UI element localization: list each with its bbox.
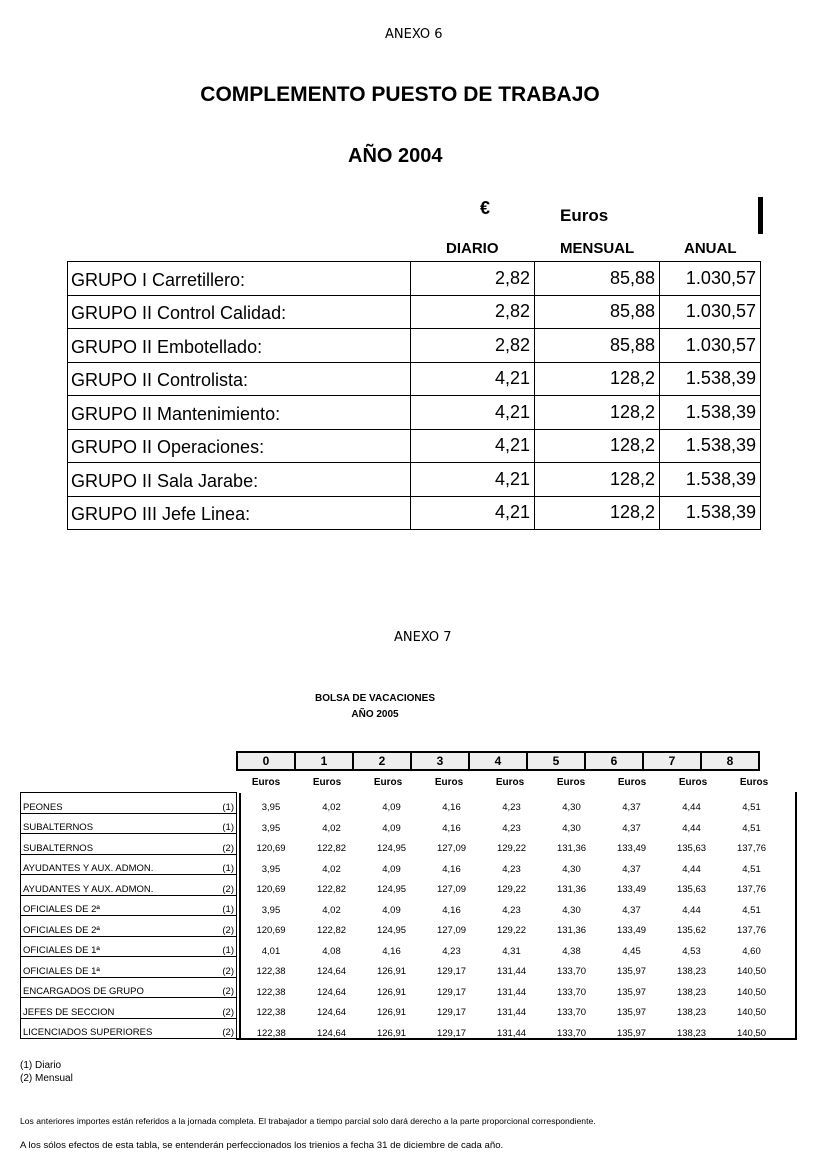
value-cell: 129,22 [496,925,527,936]
category-code: (2) [218,916,237,937]
anexo6-cell-diario: 2,82 [411,295,535,329]
anexo6-cell-mensual: 128,2 [535,463,660,497]
value-cell: 135,97 [616,966,647,977]
value-cell: 4,23 [442,945,461,957]
category-label: AYUDANTES Y AUX. ADMON. [21,875,219,896]
anexo6-cell-diario: 2,82 [411,262,535,296]
anexo6-row [68,362,761,396]
value-cell: 135,97 [616,986,647,998]
value-cell: 4,31 [502,945,521,957]
anexo7-year: AÑO 2005 [351,709,399,720]
note-trienios: A los sólos efectos de esta tabla, se entenderán perfeccionados los trienios a fecha 31 de diciembre de cada año. [20,1140,504,1151]
value-cell: 129,17 [436,1027,467,1039]
value-cell: 4,37 [622,802,641,813]
value-cell: 133,49 [616,925,647,936]
value-cell: 4,37 [622,904,641,916]
anexo6-cell-mensual: 85,88 [535,329,660,363]
anexo7-row [21,916,782,937]
value-cell: 124,95 [376,925,407,936]
unit-label: Euros [251,777,281,788]
unit-label: Euros [617,777,647,788]
value-cell: 133,70 [556,986,587,998]
category-code: (2) [218,875,237,896]
level-header: 3 [411,752,469,770]
anexo6-cell-anual: 1.030,57 [660,329,761,363]
value-cell: 4,51 [742,904,761,916]
value-cell: 4,51 [742,863,761,875]
anexo6-row [68,496,761,530]
anexo6-cell-anual: 1.538,39 [660,496,761,530]
col-diario: DIARIO [446,240,499,257]
level-header: 8 [701,752,759,770]
value-cell: 122,82 [316,884,347,895]
legend-mensual: (2) Mensual [20,1073,73,1084]
category-label: ENCARGADOS DE GRUPO [21,977,219,998]
anexo6-cell-label: GRUPO I Carretillero: [68,262,411,296]
currency-label: Euros [560,206,609,225]
value-cell: 133,70 [556,1007,587,1018]
category-label: OFICIALES DE 1ª [21,936,219,957]
anexo6-row [68,262,761,296]
category-label: SUBALTERNOS [21,813,219,834]
anexo7-row [21,793,782,814]
legend-diario: (1) Diario [20,1060,62,1071]
value-cell: 4,30 [562,863,581,875]
value-cell: 133,70 [556,966,587,977]
value-cell: 131,44 [496,1007,527,1018]
anexo7-row [21,957,782,978]
value-cell: 4,16 [382,945,401,957]
level-header: 0 [237,752,295,770]
value-cell: 126,91 [376,966,407,977]
anexo6-title: COMPLEMENTO PUESTO DE TRABAJO [200,83,600,106]
category-code: (1) [218,813,237,834]
value-cell: 120,69 [256,925,286,936]
anexo6-cell-anual: 1.030,57 [660,262,761,296]
category-code: (1) [218,793,237,814]
anexo6-row [68,295,761,329]
value-cell: 131,44 [496,986,527,998]
anexo6-cell-mensual: 128,2 [535,496,660,530]
value-cell: 4,23 [502,822,521,834]
value-cell: 135,97 [616,1007,647,1018]
value-cell: 4,44 [682,802,701,813]
anexo6-cell-mensual: 85,88 [535,262,660,296]
value-cell: 4,16 [442,802,461,813]
value-cell: 4,44 [682,863,701,875]
value-cell: 124,64 [316,1007,347,1018]
unit-label: Euros [373,777,403,788]
anexo6-cell-anual: 1.538,39 [660,429,761,463]
value-cell: 4,02 [322,802,341,813]
value-cell: 4,02 [322,863,341,875]
anexo6-year: AÑO 2004 [348,145,443,167]
category-code: (1) [218,936,237,957]
value-cell: 140,50 [736,986,767,998]
value-cell: 135,63 [676,843,707,854]
value-cell: 140,50 [736,966,767,977]
value-cell: 140,50 [736,1027,767,1039]
category-code: (2) [218,977,237,998]
value-cell: 4,37 [622,863,641,875]
anexo7-heading: ANEXO 7 [394,630,452,645]
anexo6-table [67,261,761,530]
value-cell: 4,45 [622,945,641,957]
anexo6-cell-label: GRUPO III Jefe Linea: [68,496,411,530]
category-code: (1) [218,854,237,875]
value-cell: 135,97 [616,1027,647,1039]
anexo7-row [21,977,782,998]
value-cell: 4,30 [562,822,581,834]
col-anual: ANUAL [684,240,737,257]
level-header: 6 [585,752,643,770]
value-cell: 4,09 [382,802,401,813]
anexo6-row [68,329,761,363]
value-cell: 4,02 [322,904,341,916]
anexo7-row [21,1018,782,1039]
anexo6-cell-label: GRUPO II Operaciones: [68,429,411,463]
value-cell: 129,17 [436,966,467,977]
value-cell: 122,38 [256,966,286,977]
category-label: OFICIALES DE 1ª [21,957,219,978]
levels-header [236,751,760,771]
value-cell: 4,02 [322,822,341,834]
value-cell: 129,17 [436,986,467,998]
category-label: OFICIALES DE 2ª [21,916,219,937]
value-cell: 120,69 [256,843,286,854]
value-cell: 138,23 [676,966,707,977]
anexo7-row [21,875,782,896]
value-cell: 127,09 [436,925,467,936]
anexo7-row [21,813,782,834]
value-cell: 4,30 [562,904,581,916]
value-cell: 138,23 [676,986,707,998]
level-header: 5 [527,752,585,770]
euro-symbol: € [480,198,491,218]
category-code: (1) [218,895,237,916]
value-cell: 4,44 [682,822,701,834]
level-header: 1 [295,752,353,770]
anexo6-cell-label: GRUPO II Controlista: [68,362,411,396]
value-cell: 122,38 [256,986,286,998]
anexo6-cell-diario: 4,21 [411,463,535,497]
value-cell: 122,82 [316,843,347,854]
anexo6-cell-diario: 2,82 [411,329,535,363]
category-label: OFICIALES DE 2ª [21,895,219,916]
anexo6-cell-anual: 1.538,39 [660,463,761,497]
anexo7-row [21,834,782,855]
value-cell: 127,09 [436,884,467,895]
level-header: 7 [643,752,701,770]
category-label: SUBALTERNOS [21,834,219,855]
anexo6-cell-diario: 4,21 [411,429,535,463]
value-cell: 137,76 [736,884,767,895]
anexo6-cell-mensual: 85,88 [535,295,660,329]
value-cell: 4,23 [502,802,521,813]
anexo6-cell-mensual: 128,2 [535,429,660,463]
anexo7-table [20,792,782,1039]
unit-label: Euros [312,777,342,788]
value-cell: 131,36 [556,884,587,895]
unit-label: Euros [739,777,769,788]
anexo6-heading: ANEXO 6 [385,27,443,42]
value-cell: 4,37 [622,822,641,834]
value-cell: 4,01 [261,945,281,957]
category-code: (2) [218,957,237,978]
anexo7-row [21,936,782,957]
value-cell: 4,16 [442,863,461,875]
value-cell: 138,23 [676,1007,707,1018]
anexo7-row [21,998,782,1019]
anexo6-cell-anual: 1.538,39 [660,362,761,396]
category-code: (2) [218,834,237,855]
value-cell: 124,95 [376,884,407,895]
value-cell: 124,64 [316,986,347,998]
anexo6-row [68,429,761,463]
value-cell: 4,44 [682,904,701,916]
value-cell: 4,51 [742,802,761,813]
value-cell: 4,38 [562,945,581,957]
value-cell: 4,08 [322,945,341,957]
value-cell: 3,95 [261,904,281,916]
value-cell: 131,44 [496,1027,527,1039]
anexo6-cell-diario: 4,21 [411,396,535,430]
value-cell: 131,36 [556,843,587,854]
value-cell: 4,16 [442,822,461,834]
level-header: 4 [469,752,527,770]
level-header: 2 [353,752,411,770]
value-cell: 3,95 [261,863,281,875]
value-cell: 137,76 [736,843,767,854]
value-cell: 140,50 [736,1007,767,1018]
anexo6-cell-diario: 4,21 [411,496,535,530]
value-cell: 120,69 [256,884,286,895]
value-cell: 4,51 [742,822,761,834]
value-cell: 133,70 [556,1027,587,1039]
category-label: PEONES [21,793,219,814]
value-cell: 4,09 [382,822,401,834]
value-cell: 137,76 [736,925,767,936]
value-cell: 122,38 [256,1027,286,1039]
value-cell: 131,36 [556,925,587,936]
category-label: AYUDANTES Y AUX. ADMON. [21,854,219,875]
value-cell: 135,63 [676,884,707,895]
value-cell: 127,09 [436,843,467,854]
anexo7-row [21,854,782,875]
unit-label: Euros [556,777,586,788]
value-cell: 4,09 [382,904,401,916]
value-cell: 133,49 [616,843,647,854]
value-cell: 124,64 [316,1027,347,1039]
value-cell: 126,91 [376,1007,407,1018]
anexo6-cell-label: GRUPO II Mantenimiento: [68,396,411,430]
anexo6-cell-diario: 4,21 [411,362,535,396]
col-mensual: MENSUAL [560,240,635,257]
category-label: JEFES DE SECCION [21,998,219,1019]
note-jornada: Los anteriores importes están referidos a la jornada completa. El trabajador a tiempo parcial solo dará derecho a la parte proporcional correspondiente. [20,1116,596,1126]
unit-label: Euros [495,777,525,788]
anexo6-row [68,396,761,430]
value-cell: 124,95 [376,843,407,854]
anexo6-cell-mensual: 128,2 [535,396,660,430]
value-cell: 4,23 [502,904,521,916]
category-code: (2) [218,998,237,1019]
value-cell: 4,30 [562,802,581,813]
value-cell: 126,91 [376,986,407,998]
category-code: (2) [218,1018,237,1039]
value-cell: 126,91 [376,1027,407,1039]
value-cell: 138,23 [676,1027,707,1039]
value-cell: 4,16 [442,904,461,916]
value-cell: 4,23 [502,863,521,875]
anexo7-row [21,895,782,916]
value-cell: 4,60 [742,945,761,957]
value-cell: 133,49 [616,884,647,895]
anexo6-cell-label: GRUPO II Sala Jarabe: [68,463,411,497]
margin-bar [758,197,763,234]
value-cell: 129,17 [436,1007,467,1018]
value-cell: 3,95 [261,822,281,834]
anexo7-title: BOLSA DE VACACIONES [314,693,435,704]
value-cell: 4,09 [382,863,401,875]
anexo6-cell-label: GRUPO II Embotellado: [68,329,411,363]
unit-label: Euros [678,777,708,788]
anexo6-cell-label: GRUPO II Control Calidad: [68,295,411,329]
value-cell: 135,62 [676,925,707,936]
anexo6-cell-anual: 1.538,39 [660,396,761,430]
value-cell: 4,53 [682,945,701,957]
value-cell: 131,44 [496,966,527,977]
anexo6-cell-mensual: 128,2 [535,362,660,396]
value-cell: 129,22 [496,884,527,895]
category-label: LICENCIADOS SUPERIORES [21,1018,219,1039]
value-cell: 129,22 [496,843,527,854]
value-cell: 122,38 [256,1007,286,1018]
value-cell: 124,64 [316,966,347,977]
value-cell: 3,95 [261,802,281,813]
value-cell: 122,82 [316,925,347,936]
anexo6-cell-anual: 1.030,57 [660,295,761,329]
unit-label: Euros [434,777,464,788]
anexo6-row [68,463,761,497]
